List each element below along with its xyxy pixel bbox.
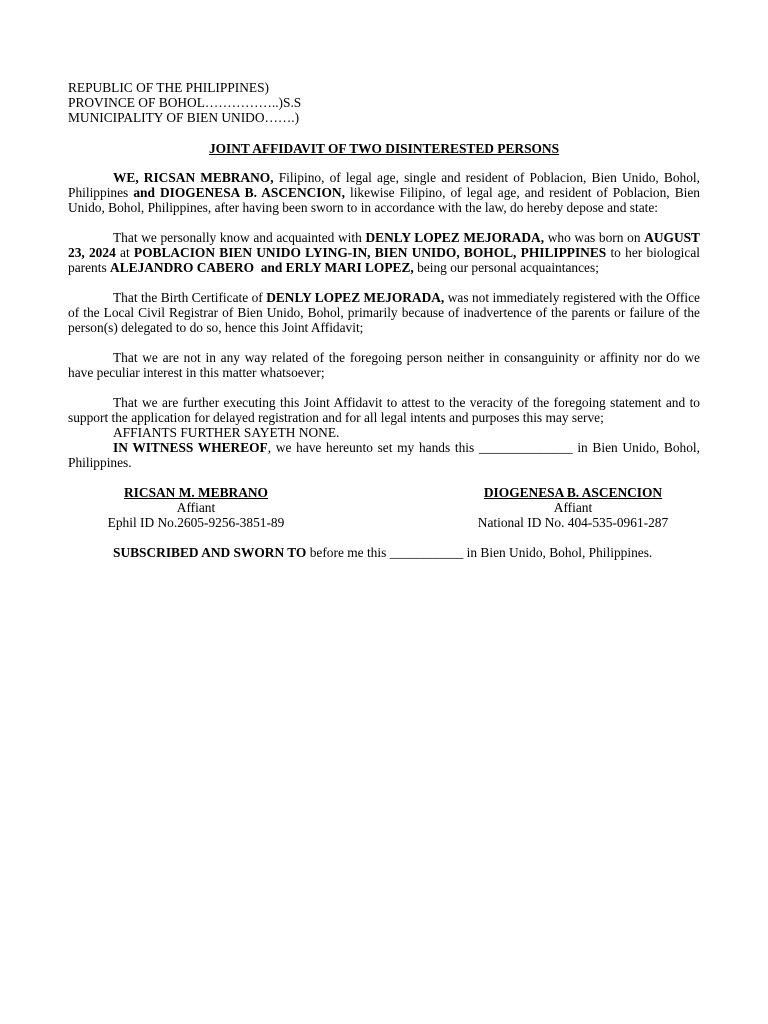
birth-text-4: to her biological parents	[68, 245, 701, 275]
affiants-further-sayeth: AFFIANTS FURTHER SAYETH NONE.	[113, 425, 340, 440]
birth-text-6: being our personal acquaintances;	[413, 260, 599, 275]
witness-text: , we have hereunto set my hands this ______________ in Bien Unido, Bohol, Philippines.	[68, 440, 701, 470]
birth-text-1: That we personally know and acquainted with	[113, 230, 366, 245]
paragraph-affiants	[68, 170, 700, 215]
venue-header	[68, 80, 700, 125]
signature-name: RICSAN M. MEBRANO	[124, 485, 268, 500]
signature-id: Ephil ID No.2605-9256-3851-89	[107, 515, 285, 530]
venue-municipality: MUNICIPALITY OF BIEN UNIDO…….)	[68, 110, 300, 125]
father-name: ALEJANDRO CABERO	[110, 260, 254, 275]
birth-text-2: who was born on	[544, 230, 645, 245]
paragraph-not-related: That we are not in any way related of the foregoing person neither in consanguinity or affinity nor do we have peculiar interest in this matter whatsoever;	[68, 350, 700, 380]
venue-republic: REPUBLIC OF THE PHILIPPINES)	[68, 80, 270, 95]
paragraph-late-registration	[68, 290, 700, 335]
document-title: JOINT AFFIDAVIT OF TWO DISINTERESTED PERSONS	[208, 141, 560, 156]
venue-province: PROVINCE OF BOHOL……………..)S.S	[68, 95, 302, 110]
affiant-2-intro: and DIOGENESA B. ASCENCION,	[133, 185, 345, 200]
affidavit-page	[68, 80, 700, 575]
signature-role: Affiant	[176, 500, 216, 515]
witness-lead: IN WITNESS WHEREOF	[113, 440, 268, 455]
jurat-text: before me this ___________ in Bien Unido, Bohol, Philippines.	[306, 545, 653, 560]
child-name: DENLY LOPEZ MEJORADA,	[365, 230, 545, 245]
signature-block-1	[66, 485, 326, 530]
paragraph-jurat	[68, 545, 700, 560]
affiant-1-details: Filipino, of legal age, single and resident of Poblacion, Bien Unido, Bohol, Philippines	[68, 170, 700, 200]
signature-row	[68, 485, 700, 530]
affiant-2-details: likewise Filipino, of legal age, and resident of Poblacion, Bien Unido, Bohol, Philippines, after having been sworn to in accordance with the law, do hereby depose and state:	[68, 185, 700, 215]
paragraph-witness	[68, 440, 700, 470]
birth-date: AUGUST 23, 2024	[68, 230, 700, 260]
late-reg-child-name: DENLY LOPEZ MEJORADA,	[266, 290, 445, 305]
jurat-lead: SUBSCRIBED AND SWORN TO	[113, 545, 307, 560]
signature-block-2	[446, 485, 700, 530]
mother-name: and ERLY MARI LOPEZ,	[260, 260, 414, 275]
signature-name: DIOGENESA B. ASCENCION	[483, 485, 663, 500]
birth-text-5	[254, 260, 261, 275]
affiant-1-intro: WE, RICSAN MEBRANO,	[113, 170, 274, 185]
paragraph-birth-facts	[68, 230, 700, 275]
late-reg-text-1: That the Birth Certificate of	[113, 290, 267, 305]
birth-place: POBLACION BIEN UNIDO LYING-IN, BIEN UNIDO, BOHOL, PHILIPPINES	[133, 245, 607, 260]
late-reg-text-2: was not immediately registered with the Office of the Local Civil Registrar of Bien Unido, Bohol, primarily because of inadvertence of the parents or failure of the person(s) delegated to do so, hence this Joint Affidavit;	[68, 290, 700, 335]
paragraph-purpose: That we are further executing this Joint Affidavit to attest to the veracity of the foregoing statement and to support the application for delayed registration and for all legal intents and purposes this may serve;	[68, 395, 700, 425]
birth-text-3: at	[115, 245, 134, 260]
signature-role: Affiant	[553, 500, 593, 515]
signature-id: National ID No. 404-535-0961-287	[477, 515, 669, 530]
